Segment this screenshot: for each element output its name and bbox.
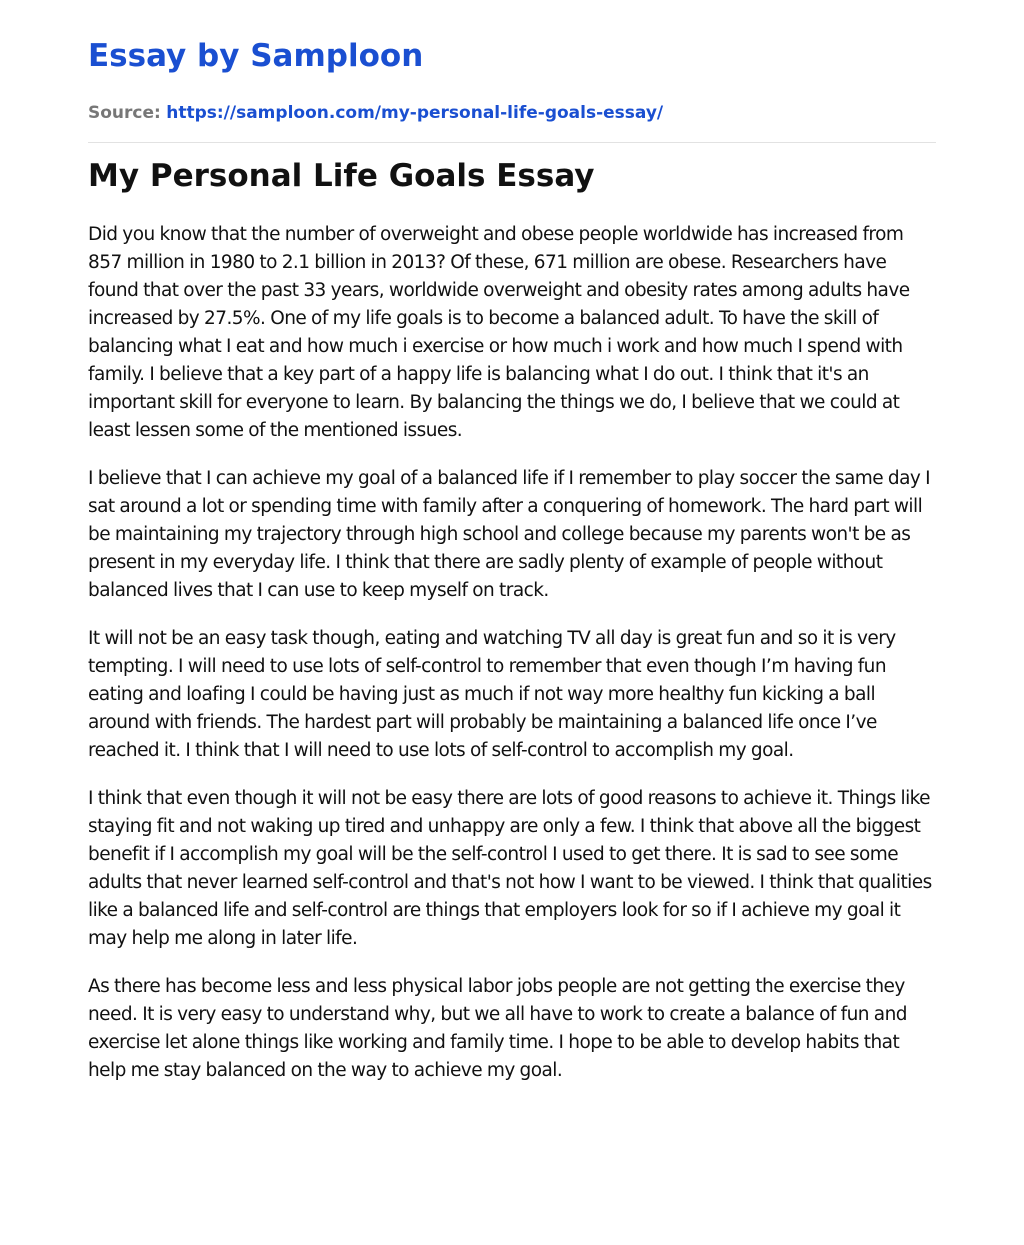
source-link[interactable]: https://samploon.com/my-personal-life-goals-essay/ xyxy=(166,103,664,123)
header-divider xyxy=(88,142,936,143)
essay-title: My Personal Life Goals Essay xyxy=(88,158,595,194)
essay-paragraph-5: As there has become less and less physical labor jobs people are not getting the exercise they need. It is very easy to understand why, but we all have to work to create a balance of fun and exercise let alone things like working and family time. I hope to be able to develop habits that help me stay balanced on the way to achieve my goal. xyxy=(88,976,907,1081)
essay-paragraph-1: Did you know that the number of overweight and obese people worldwide has increased from 857 million in 1980 to 2.1 billion in 2013? Of these, 671 million are obese. Researchers have found that over the past 33 years, worldwide overweight and obesity rates among adults have increased by 27.5%. One of my life goals is to become a balanced adult. To have the skill of balancing what I eat and how much i exercise or how much i work and how much I spend with family. I believe that a key part of a happy life is balancing what I do out. I think that it's an important skill for everyone to learn. By balancing the things we do, I believe that we could at least lessen some of the mentioned issues. xyxy=(88,224,910,441)
essay-body xyxy=(88,221,936,1105)
source-label: Source: xyxy=(88,103,161,123)
essay-paragraph-3: It will not be an easy task though, eating and watching TV all day is great fun and so it is very tempting. I will need to use lots of self-control to remember that even though I’m having fun eating and loafing I could be having just as much if not way more healthy fun kicking a ball around with friends. The hardest part will probably be maintaining a balanced life once I’ve reached it. I think that I will need to use lots of self-control to accomplish my goal. xyxy=(88,628,896,761)
essay-paragraph-2: I believe that I can achieve my goal of a balanced life if I remember to play soccer the same day I sat around a lot or spending time with family after a conquering of homework. The hard part will be maintaining my trajectory through high school and college because my parents won't be as present in my everyday life. I think that there are sadly plenty of example of people without balanced lives that I can use to keep myself on track. xyxy=(88,468,930,601)
source-line xyxy=(88,101,663,125)
essay-paragraph-4: I think that even though it will not be easy there are lots of good reasons to achieve it. Things like staying fit and not waking up tired and unhappy are only a few. I think that above all the biggest benefit if I accomplish my goal will be the self-control I used to get there. It is sad to see some adults that never learned self-control and that's not how I want to be viewed. I think that qualities like a balanced life and self-control are things that employers look for so if I achieve my goal it may help me along in later life. xyxy=(88,788,932,949)
site-brand-title: Essay by Samploon xyxy=(88,38,424,74)
